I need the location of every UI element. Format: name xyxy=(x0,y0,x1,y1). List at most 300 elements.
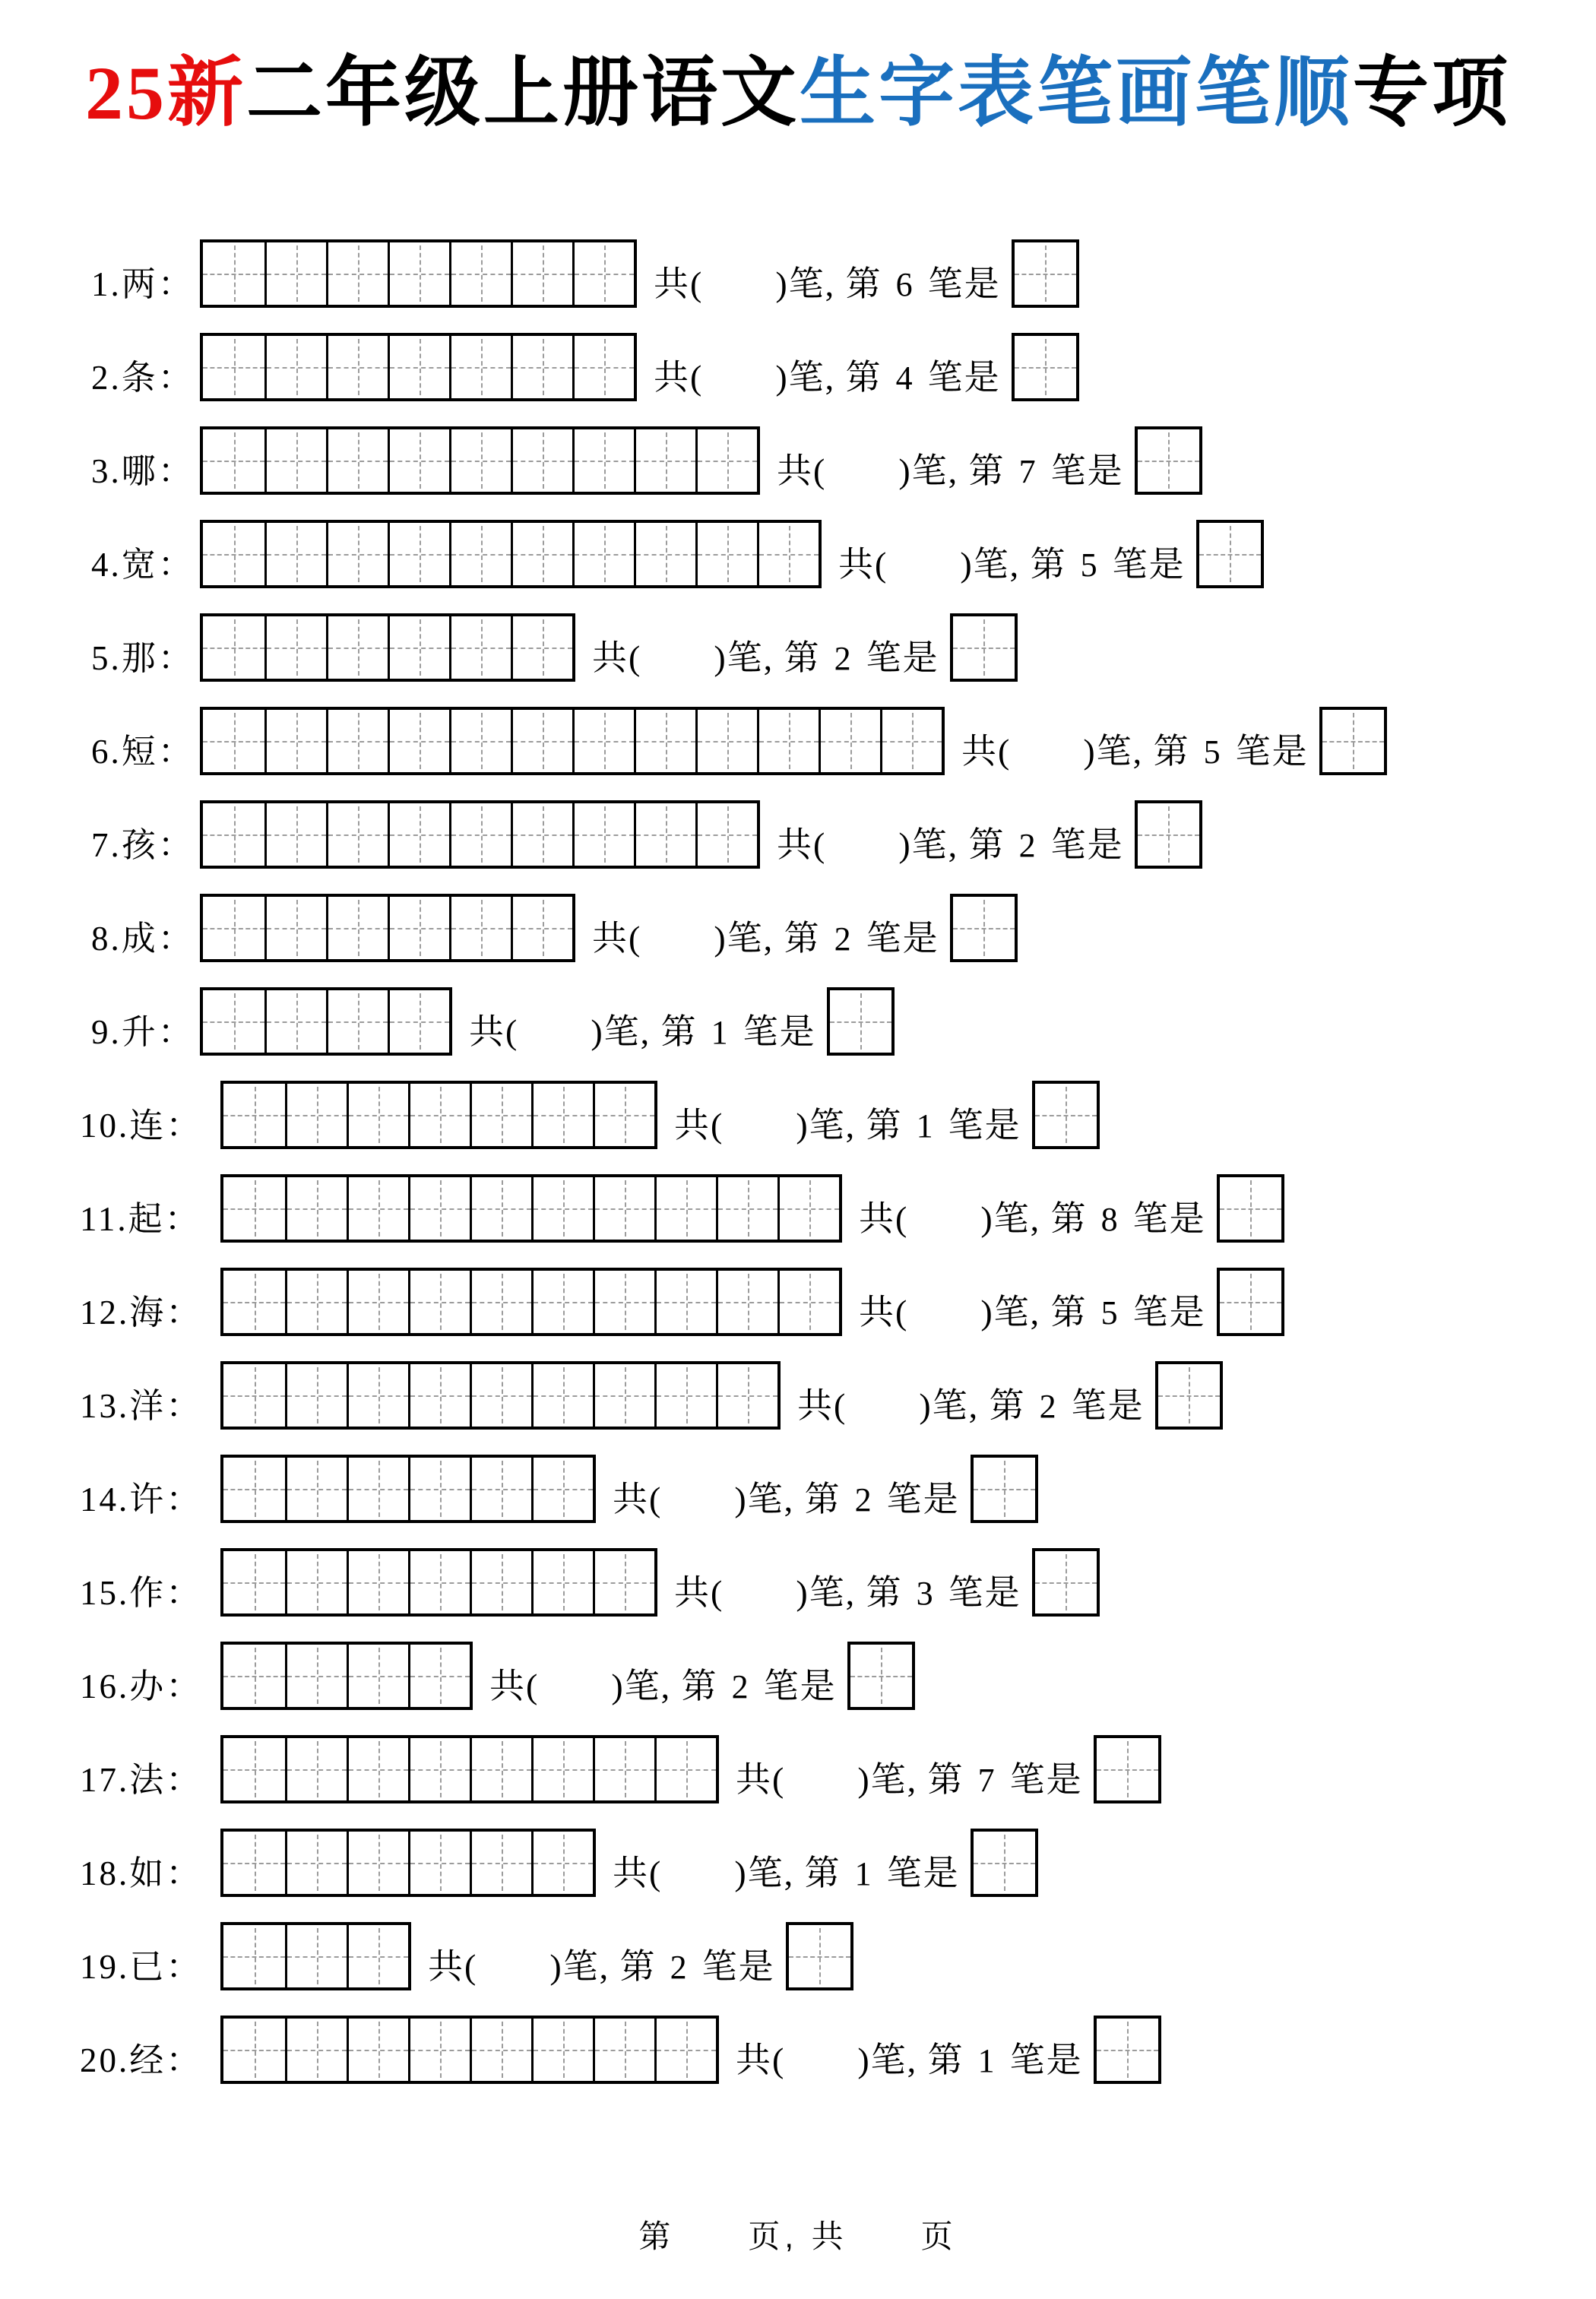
practice-cell xyxy=(470,1271,531,1333)
row-label xyxy=(91,641,200,676)
question-prefix: 共( xyxy=(428,1947,478,1986)
question-row xyxy=(91,894,1596,962)
practice-cell xyxy=(264,803,326,866)
question-text xyxy=(777,451,1124,490)
row-number: 8. xyxy=(91,920,122,958)
row-label-colon: ： xyxy=(166,1574,203,1612)
answer-box xyxy=(1135,800,1202,869)
practice-cell xyxy=(223,1271,285,1333)
answer-box xyxy=(950,894,1018,962)
answer-box xyxy=(786,1922,853,1990)
practice-cell xyxy=(203,803,264,866)
practice-cell xyxy=(203,710,264,772)
title-suffix-black: 专项 xyxy=(1353,51,1511,135)
practice-cell xyxy=(572,242,634,305)
practice-cell xyxy=(388,990,449,1053)
question-prefix: 共( xyxy=(489,1667,540,1705)
practice-grid xyxy=(220,1361,781,1430)
practice-cell xyxy=(264,336,326,398)
stroke-number: 4 xyxy=(895,359,914,397)
question-text xyxy=(961,734,1309,769)
answer-box xyxy=(1135,426,1202,495)
row-label-colon: ： xyxy=(166,1854,203,1892)
row-character: 海 xyxy=(129,1294,166,1332)
question-prefix: 共( xyxy=(961,732,1012,771)
question-row xyxy=(80,1642,1596,1710)
practice-cell xyxy=(654,1738,716,1800)
practice-cell xyxy=(388,429,449,492)
practice-grid xyxy=(200,894,575,962)
practice-cell xyxy=(531,1458,593,1520)
practice-cell xyxy=(634,710,695,772)
question-text xyxy=(736,1762,1083,1797)
row-character: 成 xyxy=(121,920,158,958)
question-middle: )笔, 第 xyxy=(611,1667,718,1705)
question-middle: )笔, 第 xyxy=(775,264,882,303)
stroke-number: 5 xyxy=(1100,1294,1119,1332)
row-label-colon: ： xyxy=(157,639,195,677)
practice-cell xyxy=(408,2019,470,2081)
title-grade-black: 二年级上册语文 xyxy=(246,51,800,135)
answer-box xyxy=(1032,1081,1100,1149)
question-middle: )笔, 第 xyxy=(734,1480,841,1518)
row-label xyxy=(91,454,200,489)
stroke-number: 2 xyxy=(670,1949,689,1986)
practice-cell xyxy=(511,242,572,305)
question-text xyxy=(797,1386,1145,1425)
question-middle: )笔, 第 xyxy=(898,451,1005,490)
practice-cell xyxy=(388,523,449,585)
row-label-colon: ： xyxy=(157,920,195,958)
answer-box xyxy=(1032,1548,1100,1617)
practice-cell xyxy=(695,710,757,772)
practice-cell xyxy=(388,336,449,398)
question-row xyxy=(80,1829,1596,1897)
question-suffix: 笔是 xyxy=(1132,1199,1206,1238)
practice-cell xyxy=(531,1832,593,1894)
row-label-colon: ： xyxy=(166,2041,203,2079)
practice-cell xyxy=(326,616,388,679)
row-label-colon: ： xyxy=(166,1948,203,1986)
row-character: 许 xyxy=(129,1480,166,1518)
practice-cell xyxy=(347,1364,408,1427)
question-text xyxy=(654,360,1001,395)
answer-box xyxy=(847,1642,915,1710)
practice-cell xyxy=(654,2019,716,2081)
practice-grid xyxy=(220,1548,657,1617)
practice-cell xyxy=(593,1177,654,1240)
answer-box xyxy=(950,613,1018,682)
practice-cell xyxy=(449,336,511,398)
practice-cell xyxy=(408,1738,470,1800)
question-middle: )笔, 第 xyxy=(734,1854,841,1892)
practice-cell xyxy=(408,1271,470,1333)
question-suffix: 笔是 xyxy=(866,638,939,677)
question-middle: )笔, 第 xyxy=(857,1760,964,1799)
question-text xyxy=(654,264,1001,303)
practice-cell xyxy=(285,1925,347,1987)
practice-cell xyxy=(654,1177,716,1240)
row-number: 20. xyxy=(80,2041,130,2079)
row-number: 13. xyxy=(80,1387,130,1425)
practice-cell xyxy=(531,1271,593,1333)
practice-cell xyxy=(511,523,572,585)
practice-cell xyxy=(572,710,634,772)
row-label-colon: ： xyxy=(157,733,195,771)
question-text xyxy=(613,1856,960,1891)
row-number: 16. xyxy=(80,1667,130,1705)
row-character: 条 xyxy=(121,359,158,397)
practice-cell xyxy=(285,1832,347,1894)
practice-cell xyxy=(449,242,511,305)
row-label xyxy=(91,922,200,956)
question-suffix: 笔是 xyxy=(866,919,939,958)
row-label xyxy=(91,735,200,769)
row-character: 如 xyxy=(129,1854,166,1892)
row-label-colon: ： xyxy=(166,1667,203,1705)
practice-cell xyxy=(388,242,449,305)
practice-cell xyxy=(203,990,264,1053)
row-character: 短 xyxy=(121,733,158,771)
stroke-number: 1 xyxy=(916,1107,935,1145)
question-row xyxy=(80,1922,1596,1990)
question-middle: )笔, 第 xyxy=(960,545,1067,584)
practice-cell xyxy=(223,1645,285,1707)
practice-cell xyxy=(203,616,264,679)
question-suffix: 笔是 xyxy=(743,1012,816,1051)
question-text xyxy=(777,825,1124,864)
row-label xyxy=(80,1480,220,1518)
practice-cell xyxy=(408,1458,470,1520)
question-middle: )笔, 第 xyxy=(549,1947,657,1986)
question-prefix: 共( xyxy=(592,919,642,958)
stroke-number: 2 xyxy=(731,1668,750,1705)
practice-cell xyxy=(470,1364,531,1427)
practice-cell xyxy=(572,523,634,585)
row-number: 19. xyxy=(80,1948,130,1986)
practice-cell xyxy=(449,897,511,959)
question-prefix: 共( xyxy=(838,545,888,584)
question-text xyxy=(592,638,939,677)
row-label-colon: ： xyxy=(166,1480,203,1518)
practice-cell xyxy=(716,1177,777,1240)
row-label-colon: ： xyxy=(157,826,195,864)
question-row xyxy=(91,987,1596,1056)
question-row xyxy=(80,1268,1596,1336)
practice-grid xyxy=(200,707,945,775)
answer-box xyxy=(1094,1735,1161,1803)
question-prefix: 共( xyxy=(736,1760,786,1799)
stroke-number: 5 xyxy=(1203,733,1222,771)
question-suffix: 笔是 xyxy=(927,358,1001,397)
question-row xyxy=(91,520,1596,588)
practice-grid xyxy=(200,520,822,588)
question-text xyxy=(428,1949,775,1984)
title-topic-blue: 生字表笔画笔顺 xyxy=(800,51,1353,135)
practice-grid xyxy=(200,426,760,495)
stroke-number: 1 xyxy=(711,1014,730,1051)
row-number: 3. xyxy=(91,452,122,490)
practice-cell xyxy=(408,1084,470,1146)
practice-cell xyxy=(716,1271,777,1333)
practice-cell xyxy=(264,523,326,585)
row-character: 宽 xyxy=(121,546,158,584)
question-suffix: 笔是 xyxy=(763,1667,837,1705)
practice-cell xyxy=(347,1458,408,1520)
question-text xyxy=(838,547,1186,582)
practice-cell xyxy=(634,429,695,492)
row-number: 4. xyxy=(91,546,122,584)
practice-cell xyxy=(449,710,511,772)
practice-cell xyxy=(326,336,388,398)
question-row xyxy=(80,2016,1596,2084)
practice-cell xyxy=(264,429,326,492)
practice-cell xyxy=(285,1645,347,1707)
practice-cell xyxy=(470,1177,531,1240)
question-text xyxy=(859,1199,1206,1238)
practice-grid xyxy=(220,1922,411,1990)
answer-box xyxy=(1217,1174,1284,1243)
practice-cell xyxy=(593,1738,654,1800)
practice-cell xyxy=(285,1458,347,1520)
practice-cell xyxy=(572,803,634,866)
practice-cell xyxy=(531,1551,593,1613)
row-label xyxy=(80,1854,220,1892)
question-prefix: 共( xyxy=(674,1573,724,1612)
practice-cell xyxy=(264,710,326,772)
question-prefix: 共( xyxy=(592,638,642,677)
row-number: 11. xyxy=(80,1200,128,1238)
practice-grid xyxy=(200,613,575,682)
question-suffix: 笔是 xyxy=(1009,1760,1083,1799)
row-character: 作 xyxy=(129,1574,166,1612)
practice-cell xyxy=(388,710,449,772)
title-edition-red: 25新 xyxy=(85,51,246,135)
practice-cell xyxy=(347,1645,408,1707)
practice-cell xyxy=(470,1832,531,1894)
row-number: 7. xyxy=(91,826,122,864)
answer-box xyxy=(1094,2016,1161,2084)
question-suffix: 笔是 xyxy=(1009,2041,1083,2079)
row-number: 1. xyxy=(91,265,122,303)
practice-cell xyxy=(347,1551,408,1613)
practice-cell xyxy=(264,616,326,679)
practice-cell xyxy=(285,1271,347,1333)
practice-cell xyxy=(777,1177,839,1240)
row-label-colon: ： xyxy=(157,546,195,584)
row-number: 15. xyxy=(80,1574,130,1612)
question-prefix: 共( xyxy=(469,1012,519,1051)
question-suffix: 笔是 xyxy=(886,1854,960,1892)
question-suffix: 笔是 xyxy=(1235,732,1309,771)
stroke-number: 2 xyxy=(1039,1388,1058,1425)
practice-cell xyxy=(223,1177,285,1240)
practice-cell xyxy=(203,897,264,959)
row-number: 9. xyxy=(91,1013,122,1051)
row-label-colon: ： xyxy=(166,1107,203,1145)
question-text xyxy=(674,1108,1021,1143)
answer-box xyxy=(1319,707,1387,775)
question-middle: )笔, 第 xyxy=(857,2041,964,2079)
worksheet-page xyxy=(0,42,1596,2299)
practice-cell xyxy=(347,1925,408,1987)
practice-cell xyxy=(511,710,572,772)
question-suffix: 笔是 xyxy=(1050,825,1124,864)
practice-cell xyxy=(757,710,819,772)
practice-cell xyxy=(285,1084,347,1146)
practice-cell xyxy=(511,429,572,492)
page-title xyxy=(0,42,1596,144)
question-prefix: 共( xyxy=(777,451,827,490)
stroke-number: 6 xyxy=(895,266,914,303)
question-middle: )笔, 第 xyxy=(796,1106,903,1145)
practice-cell xyxy=(408,1645,470,1707)
row-label xyxy=(80,1763,220,1797)
row-character: 连 xyxy=(129,1107,166,1145)
question-middle: )笔, 第 xyxy=(980,1199,1088,1238)
row-label-colon: ： xyxy=(166,1761,203,1799)
stroke-number: 2 xyxy=(834,640,853,677)
practice-cell xyxy=(347,1084,408,1146)
practice-grid xyxy=(220,2016,719,2084)
practice-grid xyxy=(200,333,637,401)
question-suffix: 笔是 xyxy=(701,1947,775,1986)
practice-cell xyxy=(285,1364,347,1427)
practice-cell xyxy=(264,897,326,959)
row-label xyxy=(91,1015,200,1050)
question-row xyxy=(91,333,1596,401)
row-number: 17. xyxy=(80,1761,130,1799)
practice-grid xyxy=(200,987,452,1056)
question-text xyxy=(674,1575,1021,1610)
stroke-number: 7 xyxy=(1018,453,1037,490)
practice-grid xyxy=(220,1642,473,1710)
row-character: 两 xyxy=(121,265,158,303)
question-middle: )笔, 第 xyxy=(980,1293,1088,1332)
row-number: 18. xyxy=(80,1854,130,1892)
question-prefix: 共( xyxy=(777,825,827,864)
practice-cell xyxy=(203,523,264,585)
practice-cell xyxy=(470,1738,531,1800)
row-label xyxy=(80,1202,220,1237)
practice-cell xyxy=(511,897,572,959)
practice-cell xyxy=(716,1364,777,1427)
practice-cell xyxy=(511,336,572,398)
row-character: 起 xyxy=(128,1200,165,1238)
practice-cell xyxy=(654,1271,716,1333)
question-row xyxy=(80,1361,1596,1430)
practice-cell xyxy=(531,2019,593,2081)
question-suffix: 笔是 xyxy=(1132,1293,1206,1332)
question-suffix: 笔是 xyxy=(1050,451,1124,490)
practice-cell xyxy=(470,2019,531,2081)
row-label xyxy=(80,2041,220,2079)
practice-cell xyxy=(223,1738,285,1800)
answer-box xyxy=(1155,1361,1223,1430)
practice-cell xyxy=(264,242,326,305)
row-number: 12. xyxy=(80,1294,130,1332)
question-row xyxy=(80,1735,1596,1803)
question-prefix: 共( xyxy=(736,2041,786,2079)
practice-cell xyxy=(572,336,634,398)
question-prefix: 共( xyxy=(859,1293,909,1332)
practice-cell xyxy=(408,1364,470,1427)
practice-cell xyxy=(223,1084,285,1146)
practice-cell xyxy=(203,336,264,398)
question-text xyxy=(736,2043,1083,2078)
question-row xyxy=(91,800,1596,869)
question-middle: )笔, 第 xyxy=(898,825,1005,864)
row-character: 法 xyxy=(129,1761,166,1799)
stroke-number: 3 xyxy=(916,1575,935,1612)
practice-cell xyxy=(203,429,264,492)
row-character: 孩 xyxy=(121,826,158,864)
answer-box xyxy=(1217,1268,1284,1336)
row-character: 办 xyxy=(129,1667,166,1705)
stroke-number: 1 xyxy=(854,1855,873,1892)
question-row xyxy=(91,613,1596,682)
question-middle: )笔, 第 xyxy=(796,1573,903,1612)
practice-grid xyxy=(220,1174,842,1243)
stroke-number: 5 xyxy=(1080,546,1099,584)
practice-cell xyxy=(470,1458,531,1520)
practice-cell xyxy=(511,616,572,679)
row-label-colon: ： xyxy=(164,1200,201,1238)
practice-cell xyxy=(223,1925,285,1987)
practice-cell xyxy=(388,897,449,959)
question-row xyxy=(80,1174,1596,1243)
practice-cell xyxy=(285,1738,347,1800)
row-character: 洋 xyxy=(129,1387,166,1425)
question-middle: )笔, 第 xyxy=(775,358,882,397)
row-label xyxy=(80,1576,220,1610)
row-label-colon: ： xyxy=(166,1294,203,1332)
practice-cell xyxy=(593,1084,654,1146)
row-number: 6. xyxy=(91,733,122,771)
practice-cell xyxy=(285,2019,347,2081)
practice-cell xyxy=(408,1177,470,1240)
practice-cell xyxy=(777,1271,839,1333)
answer-box xyxy=(1196,520,1264,588)
question-prefix: 共( xyxy=(613,1480,663,1518)
question-prefix: 共( xyxy=(654,358,704,397)
practice-cell xyxy=(593,1551,654,1613)
question-suffix: 笔是 xyxy=(948,1573,1021,1612)
practice-cell xyxy=(593,2019,654,2081)
row-number: 2. xyxy=(91,359,122,397)
row-label xyxy=(91,548,200,582)
practice-cell xyxy=(223,1832,285,1894)
practice-cell xyxy=(326,710,388,772)
stroke-number: 8 xyxy=(1100,1201,1119,1238)
row-label xyxy=(80,1389,220,1423)
row-character: 经 xyxy=(129,2041,166,2079)
practice-cell xyxy=(326,803,388,866)
practice-cell xyxy=(347,1271,408,1333)
practice-cell xyxy=(264,990,326,1053)
practice-grid xyxy=(220,1829,596,1897)
practice-cell xyxy=(449,616,511,679)
practice-cell xyxy=(388,803,449,866)
practice-cell xyxy=(285,1551,347,1613)
question-text xyxy=(613,1482,960,1517)
answer-box xyxy=(1012,239,1079,308)
practice-cell xyxy=(695,803,757,866)
row-label xyxy=(91,828,200,863)
practice-cell xyxy=(695,429,757,492)
practice-cell xyxy=(223,1364,285,1427)
question-row xyxy=(80,1455,1596,1523)
